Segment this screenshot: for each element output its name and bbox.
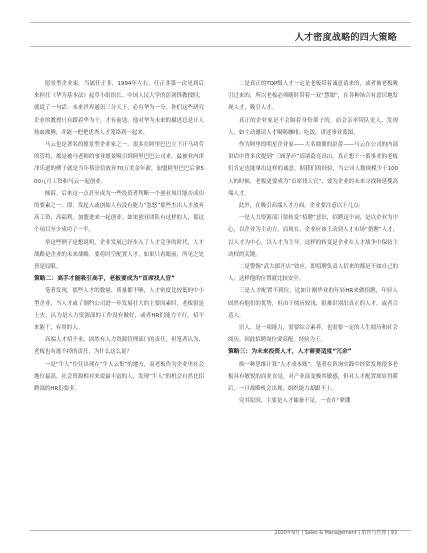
paragraph: 二是真正的TOP级人才一定是老板带着诚意请来的，或者被老板吸引过来的，所以老板必须随时带着一双“慧眼”，在各种场合有意识地发现人才，吸引人才。 [228, 81, 398, 112]
paragraph: 愿景型企业家。当属任正非，1994年左右，任正非第一次见到后来担任《华为基本法》起草小组组长、中国人民大学的彭剑锋教授时，就说了一句话：未来世界通讯三分天下，必有华为一分。你们这些研究企业的教授只有跟着华为干，才有前途。他对华为未来的描述总是让人热血沸腾，并能一把把优秀人才笼络到一起来。 [34, 81, 204, 136]
paragraph: 此外，在吸引高端人才方面，企业要注意以下几点： [238, 203, 364, 210]
paragraph: 马云也是著名的愿景型企业家之一。很多在阿里巴巴立下汗马功劳的管将，都是被马老师的事业愿景吸引到阿里巴巴公司来。最被业内津津乐道的例子就是当年蔡崇信放弃70万美金年薪，加盟阿里巴巴后拿500元月工资和马云一起创业。 [34, 142, 204, 185]
section-heading: 策略三：为未来投资人才，人才需要适度“冗余” [228, 349, 352, 356]
paragraph: 高端人才招不来，固然有人力资源管理部门的责任，但笔者认为，老板也有逃不掉的责任，为什么这么说？ [34, 337, 204, 356]
page-footer: 2020年9月 | Sales & Management | 销售与管理 | 93 [274, 530, 397, 536]
paragraph: 笔者发现，那些人才的数量、质量都不够，人才密度比较低的中小型企业，当人才或了制约公司进一步发展壮大的主要因素时，老板很是上火，认为是人力资源部的工作没有做好，或者HR们能力不行，招不来能干、有用的人。 [34, 288, 204, 332]
paragraph: 作为阿里的明星企业家——大名鼎鼎的彭蕾——马云在公司的内部讲话中曾多次提到“三顾茅庐”请诸葛亮出山，真正想干一番事业的老板们肯定也能拿出这样的诚意。据我们的经验，当公司人数规模少于100人的时候，老板更要成为“首席找人官”，要为企业的未来寻找和延揽高端人才。 [228, 142, 398, 197]
paragraph: 换一种思维计算“人才成本账”。笔者在咨询实践中经常发现很多老板具有敏锐的商业直觉，对产业演变极其敏感，但对人才配置却显得滞后，一旦战略机会出现，组织能力却跟不上。 [228, 361, 398, 393]
paragraph: 举这些例子是想说明，企业发展已经步入了人才竞争的时代，人才战略是企业的未来战略，要将时空配置人才，如果只看眼前，所见之处皆是局限。 [34, 239, 204, 271]
paragraph: 真正的企业家是不会隔着身份架子的，而会亲率带队见人、发现人，如主动邀请人才喝喝咖啡、吃饭，讲述事业蓝图。 [228, 117, 398, 136]
paragraph: 究其原因，主要是人才储备不足，一直在“紧绷 [238, 398, 351, 405]
right-text-column [228, 78, 398, 407]
paragraph: 倾诉。后来这一点甚至成为一些投资者判断一个创业项目能否成功的要素之一。即，发起人或创始人有没有能力“忽悠”那些杰出人才放弃高工资、高福利，加盟进来一起创业。如果创业团队有这样的人，那这个项目至少成功了一半。 [34, 190, 204, 234]
paragraph: 一是人力资源部门要转变“招聘”意识，招聘这个词，是以企业为中心，以企业为主动方，而现在，企业应该主动到人才市场“猎聘”人才，以人才为中心，以人才为主导，这样的转变是企业在人才战争中保持主动权的关键。 [228, 215, 398, 258]
section-heading: 策略二：高手才能吸引高手，老板要成为“首席找人官” [34, 276, 175, 283]
running-header-title: 人才密度战略的四大策略 [294, 33, 397, 43]
paragraph: 二是警惕“武大郎开店”效应，即招聘负责人招来的都是不如自己的人，这样他的位置就比较安全。 [228, 264, 398, 283]
left-text-column [34, 78, 204, 395]
header-top-rule [30, 22, 411, 23]
paragraph: 一是“牛人”往往出现在“牛人云集”的地方，而老板作为企业里社会地位最高、社会资源相对来说最丰富的人，发现“牛人”的机会自然比招聘部的HR们要多。 [34, 361, 204, 393]
paragraph: 三是人才配置不到位。比如让刚毕业的年轻HR来做招聘，年轻人固然有他们的优势，但由于阅历较浅，很难识别出真正的人才，或者合适人。 [228, 288, 398, 319]
header-bottom-rule [30, 46, 411, 47]
paragraph: 识人，是一项能力，需要综合素养，也需要一定的人生阅历和社会阅历。因此招聘岗位要高配，经验为王。 [228, 325, 398, 344]
